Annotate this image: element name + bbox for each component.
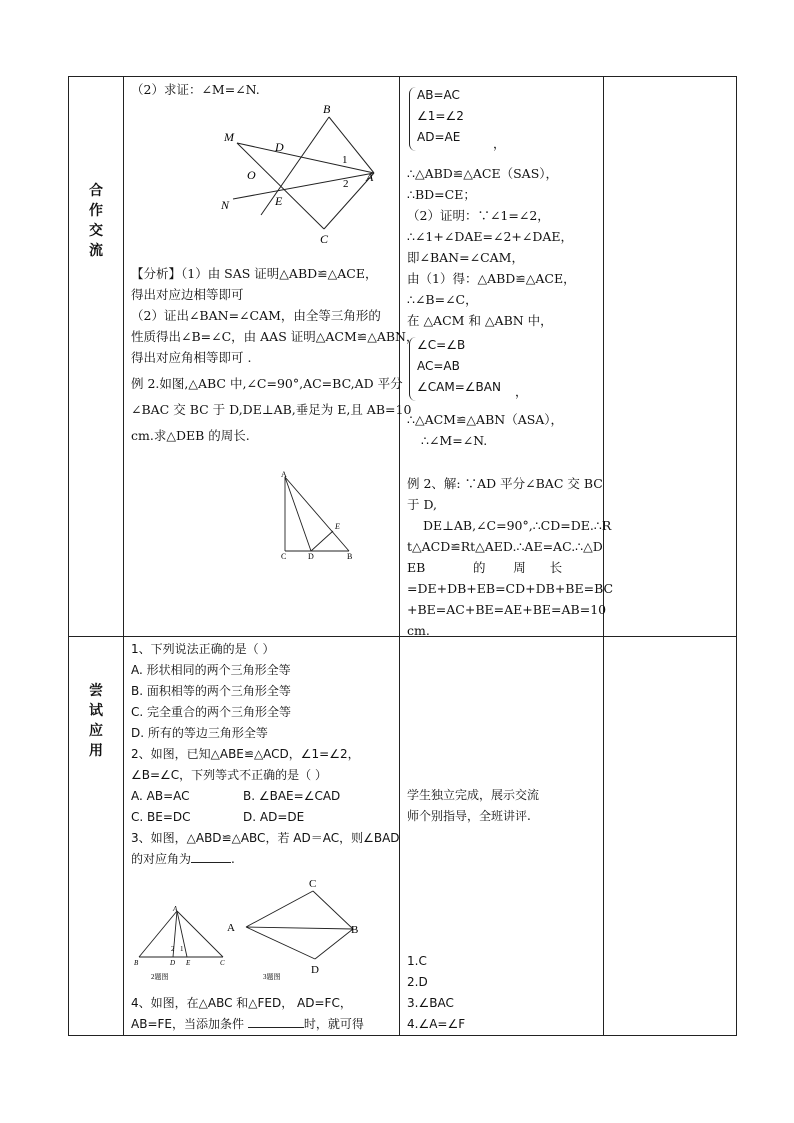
answer-key: 1.C 2.D 3.∠BAC 4.∠A=∠F (407, 954, 466, 1031)
fig-q2-label: B (134, 959, 139, 967)
system-comma: ， (493, 136, 506, 151)
question-4: 4、如图，在△ABC 和△FED， AD=FC， AB=FE，当添加条件 时，就可得 (131, 996, 364, 1031)
question-1: 1、下列说法正确的是（ ） A. 形状相同的两个三角形全等 B. 面积相等的两个三角形全等 C. 完全重合的两个三角形全等 D. 所有的等边三角形全等 (131, 642, 292, 740)
fig2-label: D (308, 552, 314, 559)
system-comma: ， (515, 384, 528, 399)
fig-q3-label: A (227, 922, 235, 934)
equation-system-2: ∠C=∠B AC=AB ∠CAM=∠BAN (417, 338, 501, 394)
fig2-label: A (281, 471, 287, 479)
question-2-options: A. AB=AC B. ∠BAE=∠CAD C. BE=DC D. AD=DE (131, 789, 341, 824)
brace (409, 87, 416, 151)
fig1-label: E (275, 194, 283, 208)
fig2-label: C (281, 552, 287, 559)
answer-blank[interactable] (248, 1015, 304, 1028)
fig-q2-label: D (170, 959, 176, 967)
fig2-label: E (335, 522, 340, 531)
fig1-label: M (224, 130, 234, 144)
lesson-table (68, 76, 737, 1036)
fig-q2-label: A (173, 905, 178, 913)
brace (409, 337, 416, 401)
figure-question-2 (133, 905, 233, 983)
fig1-label: 2 (343, 178, 349, 190)
column-divider (123, 77, 124, 1035)
fig-q3-label: D (311, 964, 319, 976)
fig1-label: D (275, 140, 284, 154)
fig1-label: A (366, 170, 374, 184)
fig-q3-label: C (309, 878, 317, 890)
category-cooperate: 合 作 交 流 (89, 183, 103, 259)
equation-system-1: AB=AC ∠1=∠2 AD=AE (417, 88, 464, 144)
category-apply: 尝 试 应 用 (89, 683, 103, 759)
figure-triangle-mno (219, 103, 379, 243)
fig-q2-label: 1 (180, 945, 184, 953)
fig1-label: C (320, 232, 329, 243)
solution-part-2: ∴△ACM≌△ABN（ASA）， ∴∠M=∠N. (407, 412, 564, 448)
question-3: 3、如图，△ABD≌△ABC，若 AD＝AC，则∠BAD 的对应角为 . (131, 831, 400, 866)
question-2: 2、如图，已知△ABE≌△ACD，∠1=∠2， ∠B=∠C，下列等式不正确的是（ ） (131, 747, 360, 782)
fig2-label: B (347, 552, 353, 559)
teaching-guide: 学生独立完成，展示交流 师个别指导，全班讲评. (407, 788, 540, 823)
example-2: 例 2.如图,△ABC 中,∠C=90°,AC=BC,AD 平分 ∠BAC 交 BC 于 D,DE⊥AB,垂足为 E,且 AB=10 cm.求△DEB 的周长. (131, 376, 412, 443)
row-divider (69, 636, 736, 637)
fig-q3-label: B (351, 924, 359, 936)
figure-question-3 (221, 875, 371, 981)
figure-right-triangle (277, 471, 357, 559)
fig-q2-label: E (186, 959, 191, 967)
fig-q3-caption: 3题图 (263, 973, 281, 981)
fig-q2-caption: 2题图 (151, 973, 169, 981)
fig1-label: N (221, 198, 230, 212)
column-divider (399, 77, 400, 1035)
example-2-solution: 例 2、解: ∵AD 平分∠BAC 交 BC 于 D, DE⊥AB,∠C=90°,∴CD=DE.∴R t△ACD≌Rt△AED.∴AE=AC.∴△D EB 的 周 长 =DE+DB+EB=CD+DB+BE=BC +BE=AC+BE=AE+BE=AB=10 cm. (407, 476, 614, 638)
fig-q2-label: C (220, 959, 225, 967)
analysis-block: 【分析】（1）由 SAS 证明△ABD≌△ACE， 得出对应边相等即可 （2）证出∠BAN=∠CAM，由全等三角形的 性质得出∠B=∠C，由 AAS 证明△ACM≌△ABN， 得出对应角相等即可 . (131, 266, 419, 365)
fig1-label: O (247, 168, 256, 182)
solution-part-1: ∴△ABD≌△ACE（SAS）， ∴BD=CE； （2）证明：∵∠1=∠2， ∴∠1+∠DAE=∠2+∠DAE， 即∠BAN=∠CAM， 由（1）得：△ABD≌△ACE， ∴∠B=∠C， 在 △ACM 和 △ABN 中， (407, 166, 576, 328)
proof-title: （2）求证：∠M=∠N. (131, 82, 260, 97)
fig-q2-label: 2 (171, 945, 175, 953)
answer-blank[interactable] (191, 850, 231, 863)
fig1-label: 1 (342, 154, 348, 166)
fig1-label: B (323, 103, 331, 116)
